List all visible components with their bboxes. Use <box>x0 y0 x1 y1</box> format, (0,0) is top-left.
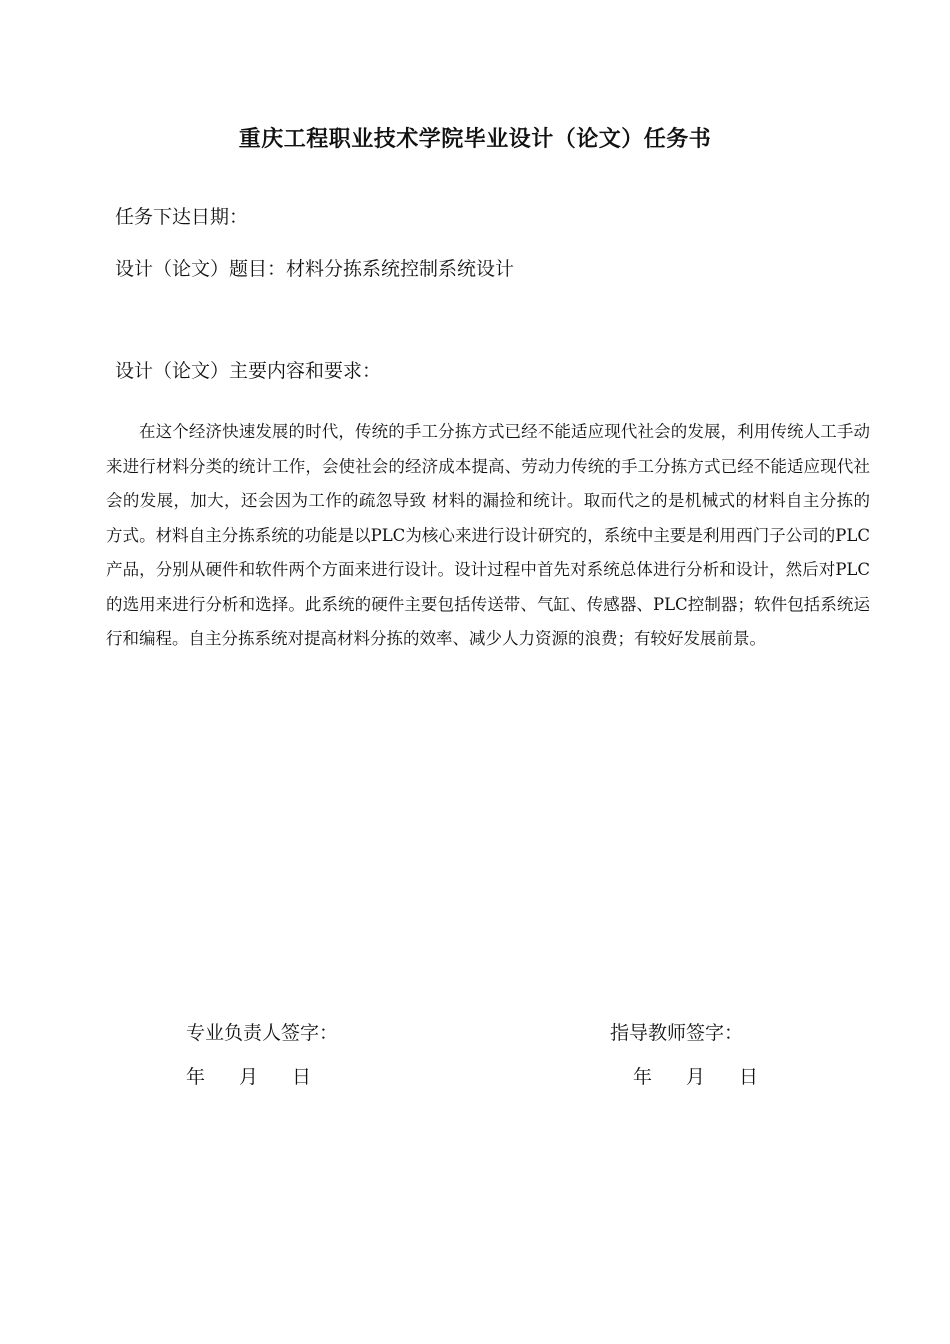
major-head-date <box>186 1062 311 1089</box>
day-label: 日 <box>739 1066 759 1088</box>
task-date-label: 任务下达日期： <box>115 206 249 228</box>
content-heading: 设计（论文）主要内容和要求： <box>115 360 382 382</box>
document-title: 重庆工程职业技术学院毕业设计（论文）任务书 <box>238 127 712 152</box>
day-label: 日 <box>292 1066 312 1088</box>
year-label: 年 <box>186 1066 206 1088</box>
topic-line <box>115 254 514 281</box>
major-head-signature-label: 专业负责人签字： <box>186 1022 339 1044</box>
month-label: 月 <box>686 1066 706 1088</box>
month-label: 月 <box>239 1066 259 1088</box>
topic-value: 材料分拣系统控制系统设计 <box>286 258 515 280</box>
task-date-line <box>115 202 248 229</box>
topic-label: 设计（论文）题目： <box>115 258 287 280</box>
year-label: 年 <box>633 1066 653 1088</box>
advisor-signature-label: 指导教师签字： <box>610 1022 744 1044</box>
advisor-date <box>633 1062 758 1089</box>
content-body: 在这个经济快速发展的时代，传统的手工分拣方式已经不能适应现代社会的发展，利用传统人工手动来进行材料分类的统计工作，会使社会的经济成本提高、劳动力传统的手工分拣方式已经不能适应现代社会的发展，加大，还会因为工作的疏忽导致 材料的漏捡和统计。取而代之的是机械式的材料自主分拣的方式。材料自主分拣系统的功能是以PLC为核心来进行设计研究的，系统中主要是利用西门子公司的PLC产品，分别从硬件和软件两个方面来进行设计。设计过程中首先对系统总体进行分析和设计，然后对PLC的选用来进行分析和选择。此系统的硬件主要包括传送带、气缸、传感器、PLC控制器；软件包括系统运行和编程。自主分拣系统对提高材料分拣的效率、减少人力资源的浪费；有较好发展前景。 <box>106 422 870 648</box>
